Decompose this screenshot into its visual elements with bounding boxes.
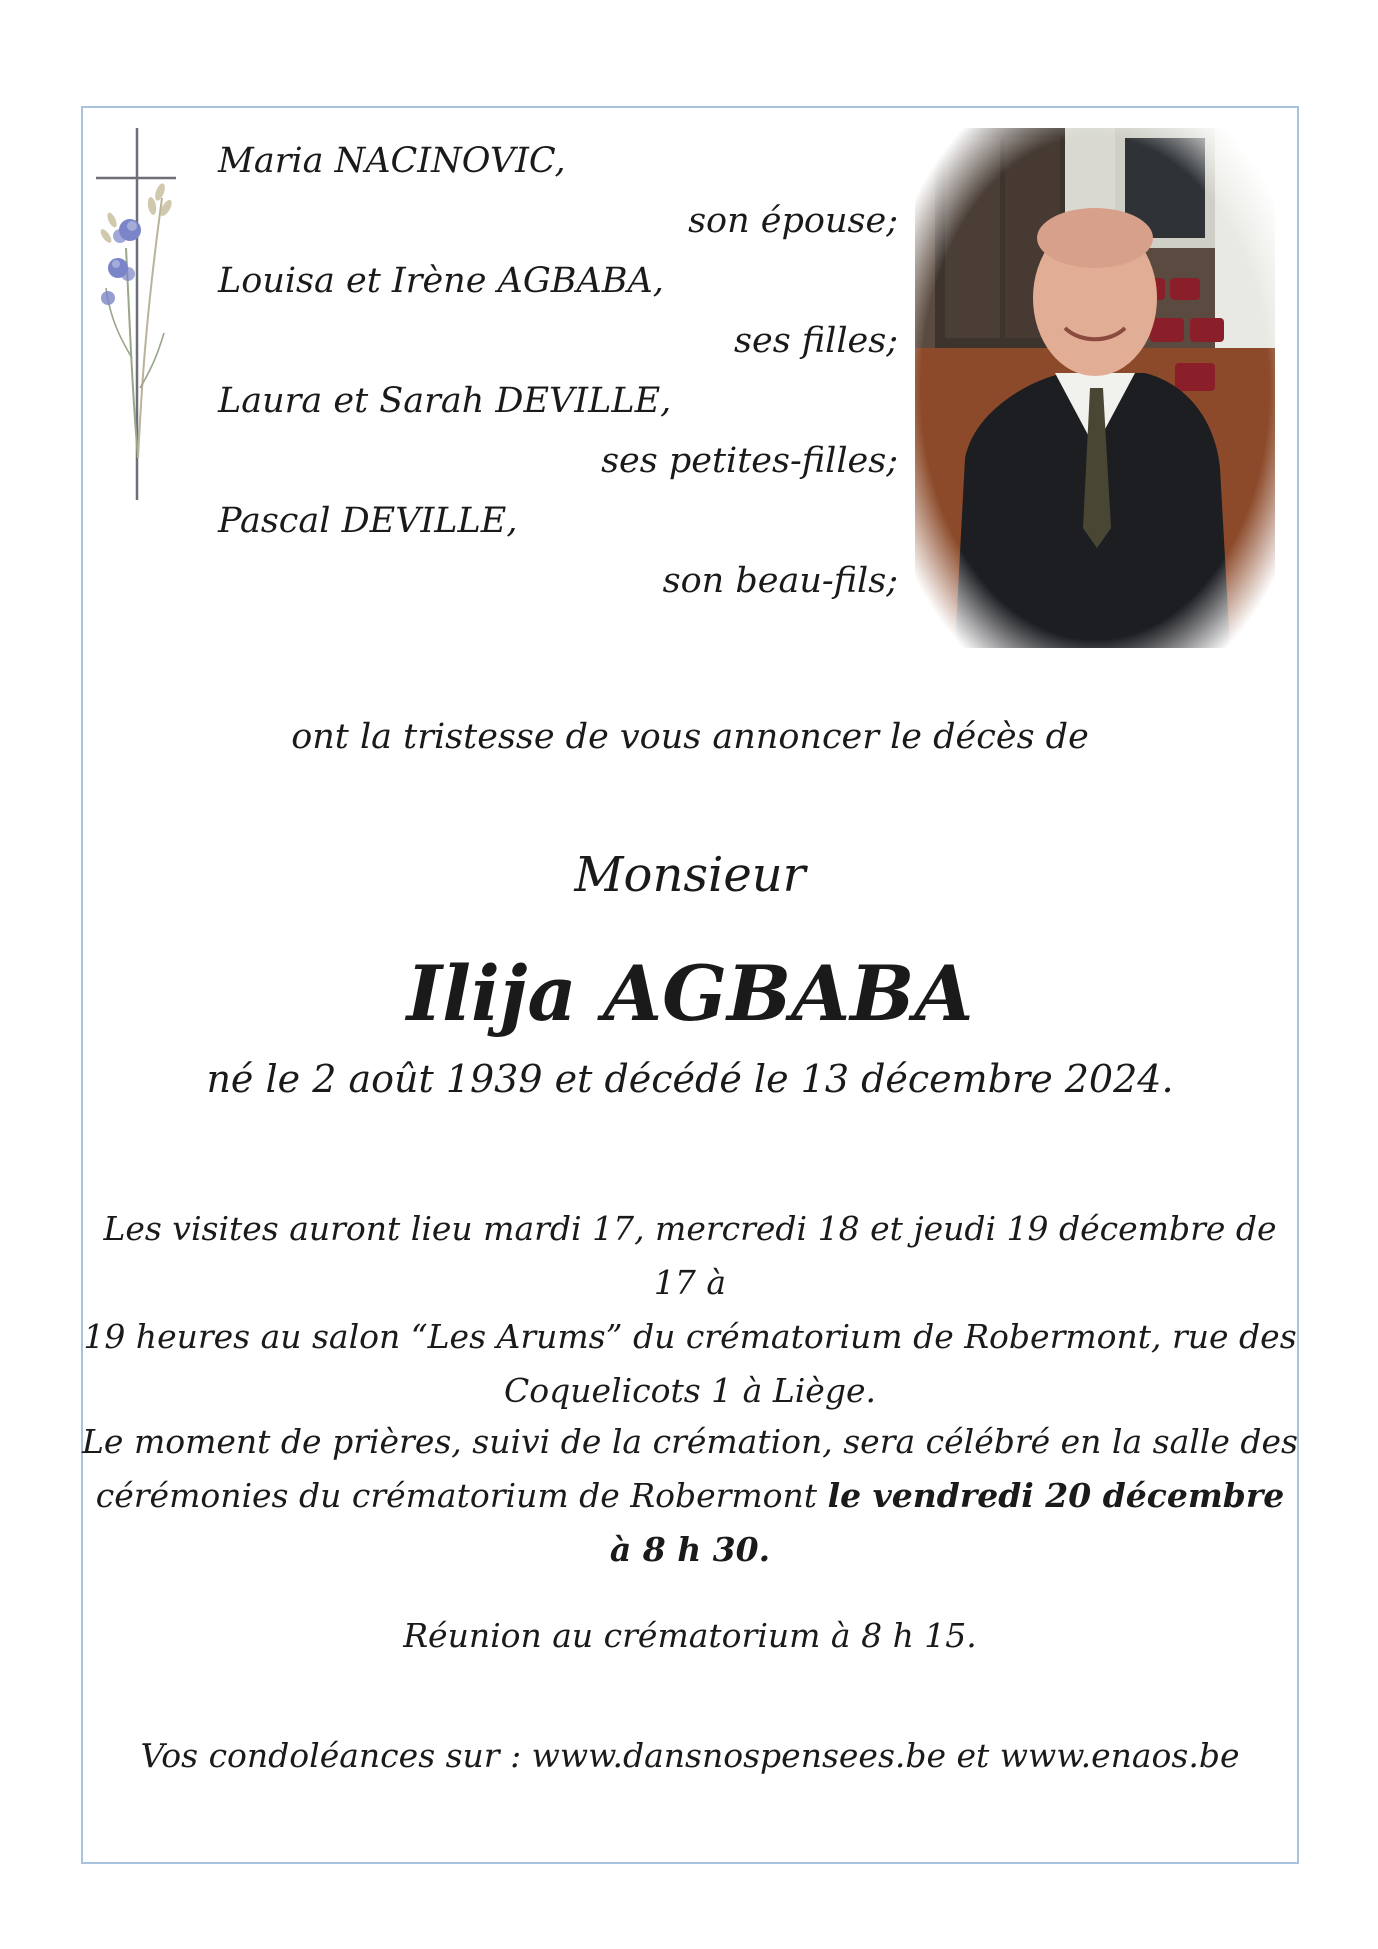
family-role-1: son épouse; bbox=[688, 201, 898, 241]
family-name-2: Louisa et Irène AGBABA, bbox=[218, 261, 664, 301]
condolences-text: Vos condoléances sur : www.dansnospensees.be et www.enaos.be bbox=[140, 1736, 1240, 1775]
family-role-4: son beau-fils; bbox=[662, 561, 898, 601]
visits-line-2: 19 heures au salon “Les Arums” du crématorium de Robermont, rue des bbox=[83, 1317, 1297, 1356]
meeting-text: Réunion au crématorium à 8 h 15. bbox=[403, 1616, 977, 1655]
visits-paragraph bbox=[81, 1202, 1299, 1418]
honorific: Monsieur bbox=[574, 847, 806, 903]
family-name-1: Maria NACINOVIC, bbox=[218, 141, 566, 181]
visits-line-3: Coquelicots 1 à Liège. bbox=[504, 1371, 876, 1410]
family-role-2: ses filles; bbox=[734, 321, 898, 361]
ceremony-date-bold: le vendredi 20 décembre à 8 h 30. bbox=[609, 1476, 1285, 1569]
announcement-text: ont la tristesse de vous annoncer le décès de bbox=[291, 717, 1089, 757]
cross-cornflower-icon bbox=[92, 128, 192, 500]
ceremony-line-2 bbox=[81, 1469, 1299, 1577]
ceremony-line-2-plain: cérémonies du crématorium de Robermont bbox=[95, 1476, 828, 1515]
family-role-3: ses petites-filles; bbox=[601, 441, 898, 481]
ceremony-paragraph bbox=[81, 1415, 1299, 1577]
visits-line-1: Les visites auront lieu mardi 17, mercredi 18 et jeudi 19 décembre de 17 à bbox=[103, 1209, 1277, 1302]
family-name-3: Laura et Sarah DEVILLE, bbox=[218, 381, 672, 421]
ceremony-line-1: Le moment de prières, suivi de la crémation, sera célébré en la salle des bbox=[82, 1422, 1298, 1461]
portrait-photo bbox=[915, 128, 1275, 648]
deceased-name: Ilija AGBABA bbox=[406, 949, 974, 1038]
birth-death-dates: né le 2 août 1939 et décédé le 13 décembre 2024. bbox=[206, 1057, 1174, 1101]
family-name-4: Pascal DEVILLE, bbox=[218, 501, 518, 541]
